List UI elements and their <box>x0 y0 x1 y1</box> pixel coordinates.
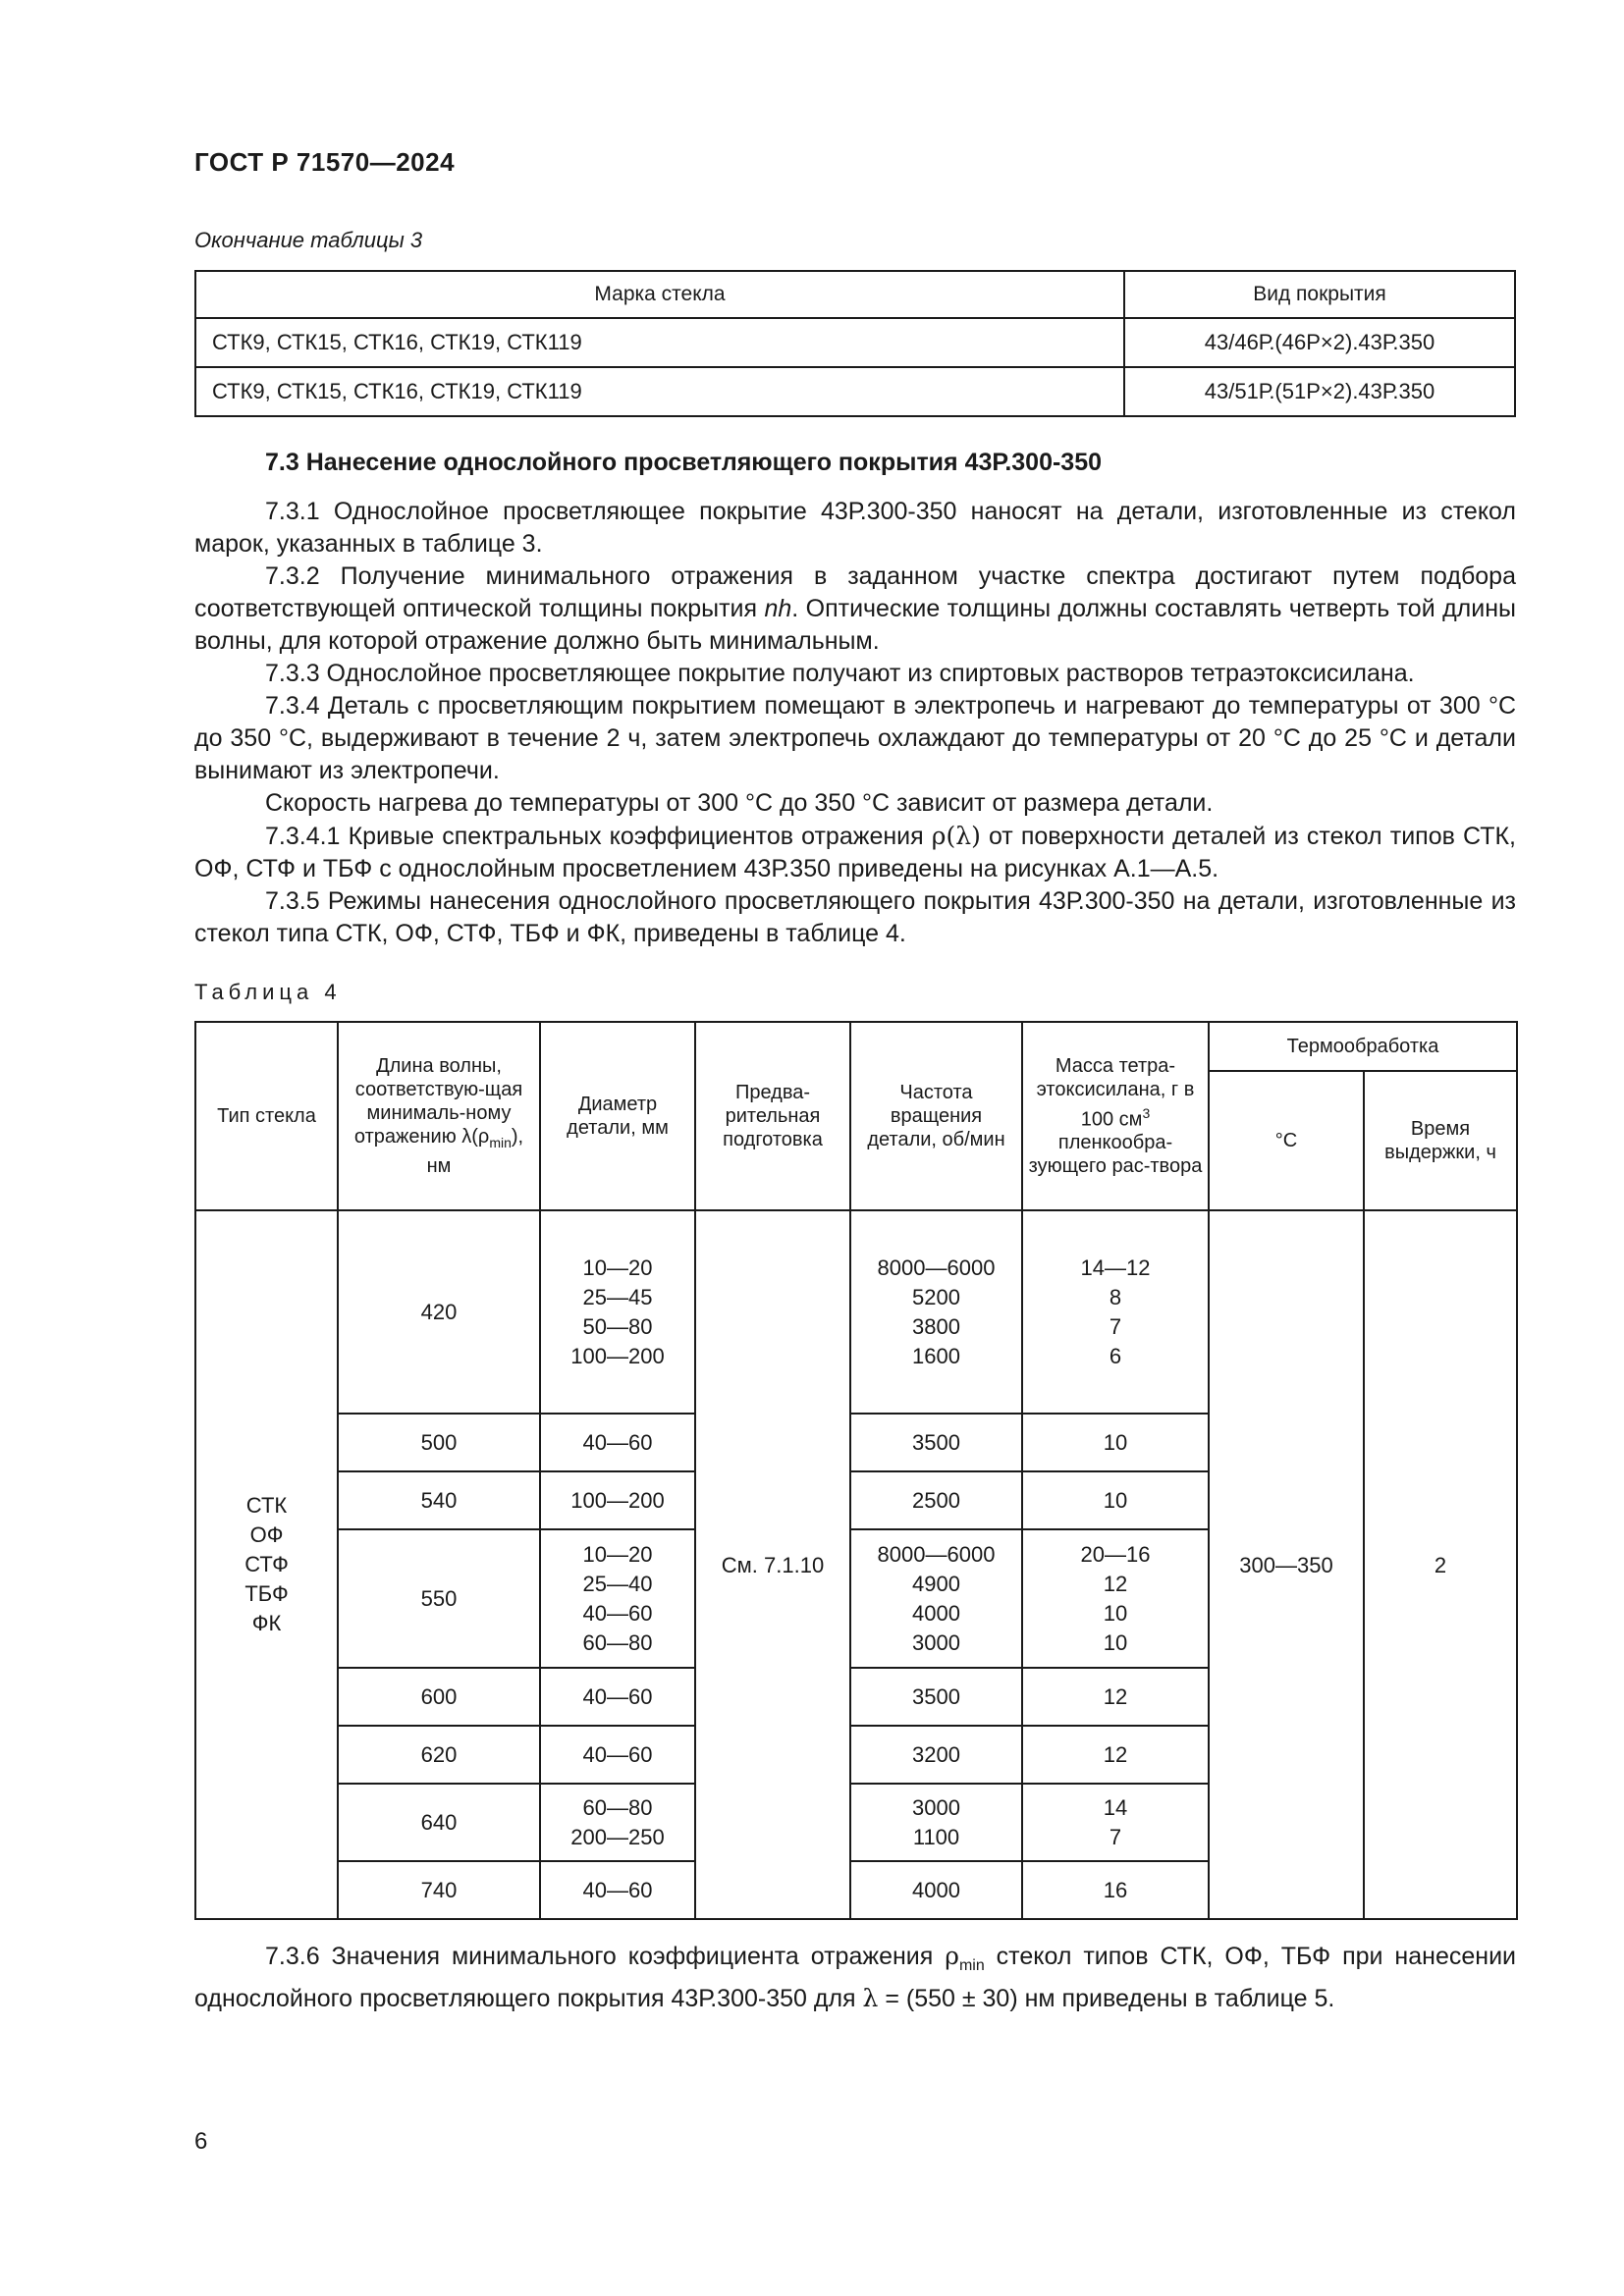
table-row <box>195 367 1515 416</box>
table4-header-rotation: Частота вращения детали, об/мин <box>850 1022 1022 1210</box>
table3-header-row <box>195 271 1515 318</box>
table4-cell-diameter: 40—60 <box>540 1726 695 1784</box>
table4-cell-mass: 14 7 <box>1022 1784 1209 1861</box>
table3 <box>194 270 1516 417</box>
table4-cell-wavelength: 550 <box>338 1529 540 1668</box>
table4-cell-mass: 10 <box>1022 1471 1209 1529</box>
table4-cell-mass: 20—16 12 10 10 <box>1022 1529 1209 1668</box>
table4-cell-wavelength: 540 <box>338 1471 540 1529</box>
table4-header-glass-type: Тип стекла <box>195 1022 338 1210</box>
table4-header-row-1 <box>195 1022 1517 1071</box>
table4-cell-rotation: 3500 <box>850 1414 1022 1471</box>
table4-cell-mass: 12 <box>1022 1726 1209 1784</box>
table4-cell-wavelength: 420 <box>338 1210 540 1414</box>
table3-header-coating: Вид покрытия <box>1124 271 1515 318</box>
table4-cell-diameter: 40—60 <box>540 1414 695 1471</box>
paragraph-heating-rate: Скорость нагрева до температуры от 300 °С до 350 °С зависит от размера детали. <box>265 789 1214 817</box>
table4-cell-wavelength: 640 <box>338 1784 540 1861</box>
table4-header-diameter: Диаметр детали, мм <box>540 1022 695 1210</box>
table4 <box>194 1021 1518 1920</box>
table3-cell-coating: 43/51Р.(51Р×2).43Р.350 <box>1124 367 1515 416</box>
paragraph-7-3-4: 7.3.4 Деталь с просветляющим покрытием помещают в электропечь и нагревают до температуры от 300 °С до 350 °С, выдерживают в течение 2 ч, затем электропечь охлаждают до температуры от 20 °С до 25 °С и детали вынимают из электропечи. <box>194 692 1516 784</box>
table4-cell-diameter: 40—60 <box>540 1668 695 1726</box>
table4-cell-diameter: 40—60 <box>540 1861 695 1919</box>
table-row <box>195 1210 1517 1414</box>
table4-header-mass: Масса тетра-этоксисилана, г в 100 $см^3$ пленкообра-зующего рас-твора <box>1022 1022 1209 1210</box>
table4-cell-rotation: 8000—6000 4900 4000 3000 <box>850 1529 1022 1668</box>
table4-header-prep: Предва-рительная подготовка <box>695 1022 850 1210</box>
table-row <box>195 318 1515 367</box>
table4-label: Таблица 4 <box>194 980 342 1004</box>
table3-cell-glass: СТК9, СТК15, СТК16, СТК19, СТК119 <box>195 318 1124 367</box>
table4-header-wavelength: Длина волны, соответствую-щая минималь-ному отражению $\lambda(\rho_{min})$, нм <box>338 1022 540 1210</box>
table3-cell-coating: 43/46Р.(46Р×2).43Р.350 <box>1124 318 1515 367</box>
table4-cell-wavelength: 740 <box>338 1861 540 1919</box>
paragraph-7-3-4-1: 7.3.4.1 Кривые спектральных коэффициентов отражения ρ(λ) от поверхности деталей из стекол типов СТК, ОФ, СТФ и ТБФ с однослойным просветлением 43Р.350 приведены на рисунках А.1—А.5. <box>194 822 1517 882</box>
table4-cell-diameter: 60—80 200—250 <box>540 1784 695 1861</box>
table3-header-glass: Марка стекла <box>195 271 1124 318</box>
table3-caption: Окончание таблицы 3 <box>194 228 423 252</box>
table4-cell-rotation: 4000 <box>850 1861 1022 1919</box>
table4-cell-mass: 16 <box>1022 1861 1209 1919</box>
table4-cell-mass: 12 <box>1022 1668 1209 1726</box>
table4-cell-rotation: 3500 <box>850 1668 1022 1726</box>
table4-cell-rotation: 2500 <box>850 1471 1022 1529</box>
footer-paragraph-block <box>194 1940 1516 2015</box>
paragraph-7-3-1: 7.3.1 Однослойное просветляющее покрытие 43Р.300-350 наносят на детали, изготовленные из стекол марок, указанных в таблице 3. <box>194 498 1516 558</box>
table4-cell-wavelength: 600 <box>338 1668 540 1726</box>
section-body <box>194 496 1516 950</box>
table4-header-temp: °С <box>1209 1071 1364 1210</box>
table4-cell-time: 2 <box>1364 1210 1517 1919</box>
table4-cell-rotation: 3000 1100 <box>850 1784 1022 1861</box>
table4-cell-diameter: 10—20 25—45 50—80 100—200 <box>540 1210 695 1414</box>
document-code: ГОСТ Р 71570—2024 <box>194 147 456 177</box>
table4-cell-rotation: 3200 <box>850 1726 1022 1784</box>
table4-header-thermo: Термообработка <box>1209 1022 1517 1071</box>
table4-cell-diameter: 100—200 <box>540 1471 695 1529</box>
paragraph-7-3-3: 7.3.3 Однослойное просветляющее покрытие получают из спиртовых растворов тетраэтоксисилана. <box>265 660 1415 687</box>
table4-cell-mass: 14—12 8 7 6 <box>1022 1210 1209 1414</box>
table4-glass-types: СТК ОФ СТФ ТБФ ФК <box>195 1210 338 1919</box>
paragraph-7-3-5: 7.3.5 Режимы нанесения однослойного просветляющего покрытия 43Р.300-350 на детали, изготовленные из стекол типа СТК, ОФ, СТФ, ТБФ и ФК, приведены в таблице 4. <box>194 887 1516 947</box>
table3-cell-glass: СТК9, СТК15, СТК16, СТК19, СТК119 <box>195 367 1124 416</box>
table4-cell-temp: 300—350 <box>1209 1210 1364 1919</box>
paragraph-7-3-2: 7.3.2 Получение минимального отражения в заданном участке спектра достигают путем подбора соответствующей оптической толщины покрытия nh. Оптические толщины должны составлять четверть той длины волны, для которой отражение должно быть минимальным. <box>194 562 1516 655</box>
table4-cell-wavelength: 500 <box>338 1414 540 1471</box>
paragraph-7-3-6: 7.3.6 Значения минимального коэффициента отражения $\rho_{min}$ стекол типов СТК, ОФ, ТБФ при нанесении однослойного просветляющего покрытия 43Р.300-350 для λ = (550 ± 30) нм приведены в таблице 5. <box>194 1942 1516 2012</box>
table4-cell-rotation: 8000—6000 5200 3800 1600 <box>850 1210 1022 1414</box>
page-number: 6 <box>194 2128 208 2155</box>
table4-header-time: Время выдержки, ч <box>1364 1071 1517 1210</box>
table4-cell-diameter: 10—20 25—40 40—60 60—80 <box>540 1529 695 1668</box>
table4-cell-wavelength: 620 <box>338 1726 540 1784</box>
table4-cell-prep: См. 7.1.10 <box>695 1210 850 1919</box>
table4-cell-mass: 10 <box>1022 1414 1209 1471</box>
section-title: 7.3 Нанесение однослойного просветляющего покрытия 43Р.300-350 <box>265 449 1103 476</box>
